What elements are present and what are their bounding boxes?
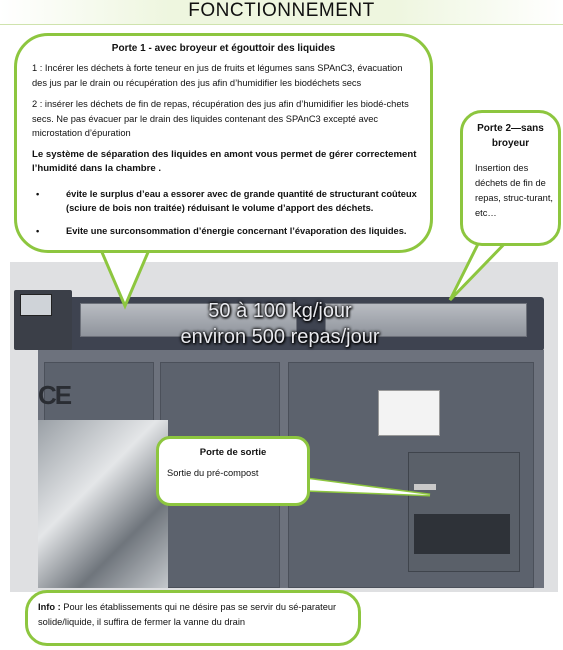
bullet-text-1: évite le surplus d’eau a essorer avec de grande quantité de structurant coûteux (sciure de bois non traitée) réduisant le volume d’apport des déchets. [66, 188, 417, 213]
info-text [38, 600, 348, 630]
list-item [32, 187, 417, 216]
porte-1-step-1: 1 : Incérer les déchets à forte teneur en jus de fruits et légumes sans SPAnC3, évacuation des jus par le drain ou récupération des jus afin d’humidifier les biodéchets secs [32, 63, 403, 88]
page-title: FONCTIONNEMENT [188, 0, 375, 21]
info-label: Info : [38, 602, 61, 612]
bullet-icon: • [36, 188, 40, 199]
bubble-porte-de-sortie [156, 436, 310, 506]
bubble-porte-2 [460, 110, 561, 246]
porte-2-text: Insertion des déchets de fin de repas, struc-turant, etc… [475, 163, 554, 218]
bubble-info [25, 590, 361, 646]
bullet-text-2: Evite une surconsommation d’énergie concernant l’évaporation des liquides. [66, 225, 407, 236]
porte-1-step-2: 2 : insérer les déchets de fin de repas, récupération des jus afin d’humidifier les biodé-chets secs. Ne pas évacuer par le drain des liquides contenant des SPAnC3 excepté avec microstation d’épuration [32, 99, 409, 138]
porte-1-separation-note: Le système de séparation des liquides en amont vous permet de gérer correctement l’humidité dans la chambre . [32, 148, 417, 174]
porte-sortie-text: Sortie du pré-compost [167, 468, 259, 478]
bullet-icon: • [36, 225, 40, 236]
porte-2-title: Porte 2—sans broyeur [477, 123, 544, 149]
capacity-line2: environ 500 repas/jour [180, 326, 380, 348]
capacity-line1: 50 à 100 kg/jour [208, 300, 352, 322]
ce-mark: CE [38, 380, 71, 410]
porte-1-title: Porte 1 - avec broyeur et égouttoir des liquides [111, 43, 336, 54]
bubble-porte-1 [14, 33, 433, 253]
porte-sortie-title: Porte de sortie [199, 447, 267, 458]
list-item [32, 224, 417, 239]
info-body: Pour les établissements qui ne désire pas se servir du sé-parateur solide/liquide, il suffira de fermer la vanne du drain [38, 602, 337, 627]
